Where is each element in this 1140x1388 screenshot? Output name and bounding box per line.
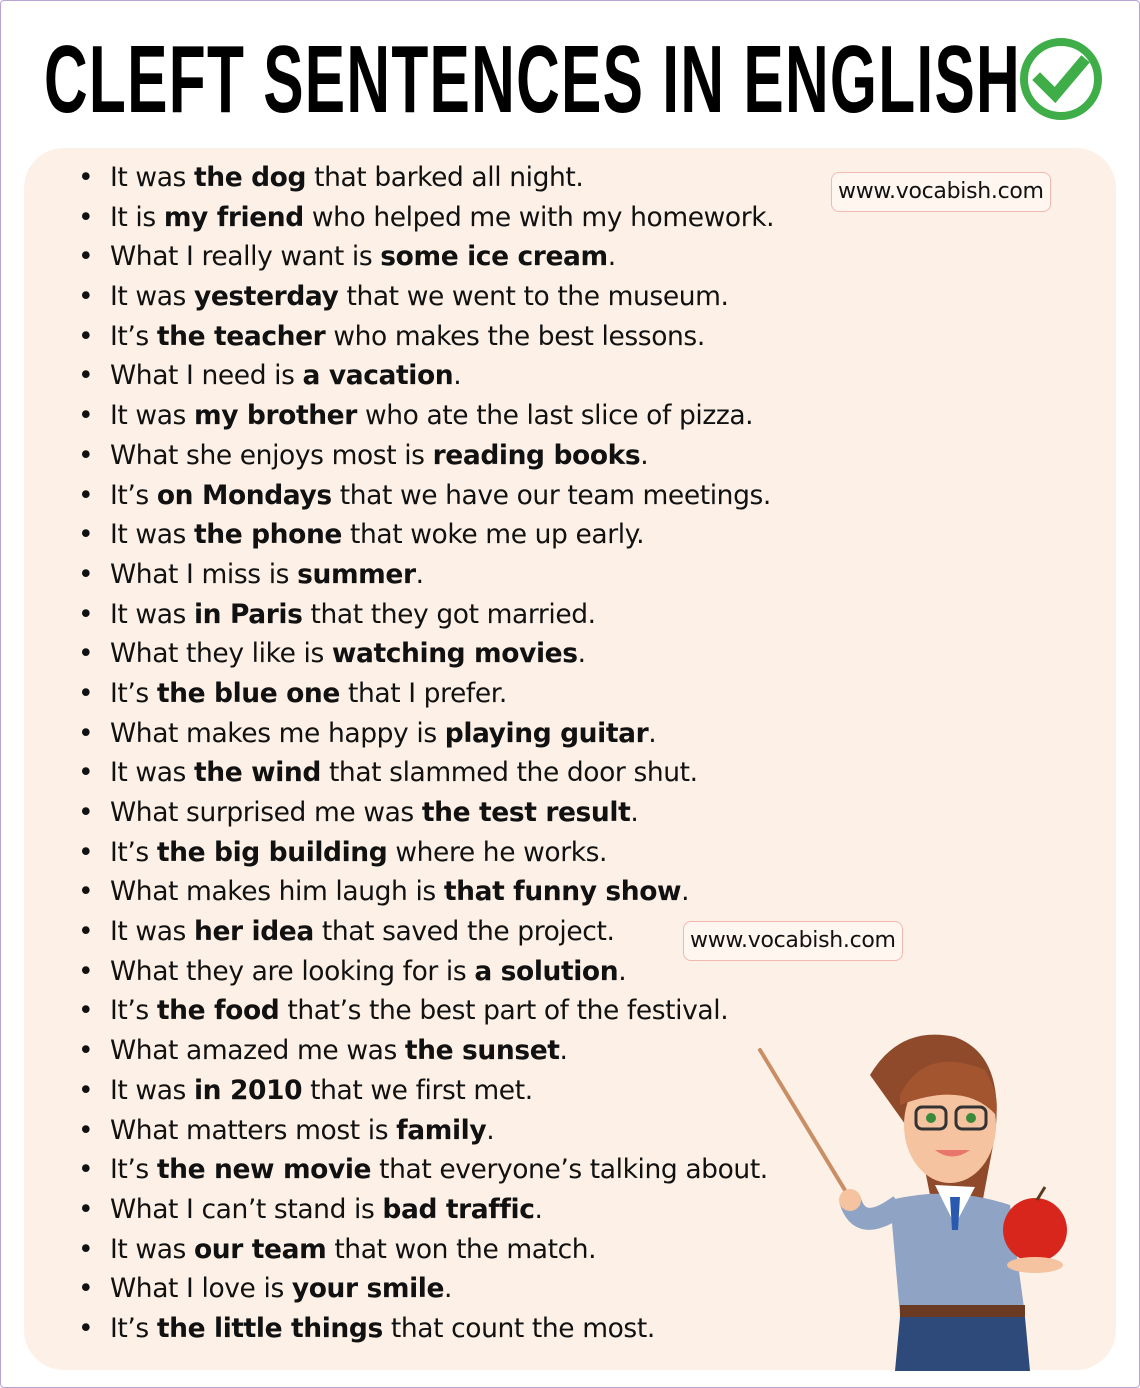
sentence-post: .	[559, 1035, 568, 1067]
sentence-post: who makes the best lessons.	[325, 320, 705, 352]
sentence-post: that we went to the museum.	[338, 281, 729, 313]
bullet-icon: •	[78, 1312, 94, 1344]
sentence-post: that we first met.	[302, 1074, 533, 1106]
bullet-icon: •	[78, 876, 94, 908]
sentence-highlight: the big building	[156, 836, 388, 868]
sentence-pre: It’s	[110, 479, 157, 511]
sentence-highlight: a solution	[474, 955, 619, 987]
sentence-item	[78, 555, 774, 595]
sentence-pre: It is	[110, 201, 164, 233]
bullet-icon: •	[78, 598, 94, 630]
sentence-pre: It was	[110, 281, 194, 313]
sentence-pre: What they are looking for is	[110, 955, 475, 987]
watermark-middle: www.vocabish.com	[683, 921, 903, 961]
sentence-post: that slammed the door shut.	[320, 757, 698, 789]
sentence-pre: It was	[110, 916, 194, 948]
sentence-item	[78, 714, 774, 754]
sentence-highlight: my friend	[163, 201, 304, 233]
sentence-pre: It’s	[110, 677, 157, 709]
sentence-highlight: that funny show	[443, 876, 682, 908]
sentence-highlight: our team	[193, 1233, 327, 1265]
bullet-icon: •	[78, 241, 94, 273]
sentence-pre: What makes him laugh is	[110, 876, 444, 908]
sentence-highlight: on Mondays	[156, 479, 332, 511]
sentence-post: .	[577, 638, 586, 670]
page-title: CLEFT SENTENCES IN ENGLISH	[44, 26, 1021, 133]
sentence-post: .	[648, 717, 657, 749]
sentence-highlight: yesterday	[193, 281, 339, 313]
sentence-highlight: watching movies	[331, 638, 578, 670]
sentence-post: that count the most.	[382, 1312, 655, 1344]
bullet-icon: •	[78, 360, 94, 392]
sentence-item	[78, 476, 774, 516]
sentence-pre: It was	[110, 400, 194, 432]
bullet-icon: •	[78, 638, 94, 670]
sentence-item	[78, 515, 774, 555]
sentence-post: who ate the last slice of pizza.	[356, 400, 754, 432]
sentence-item	[78, 356, 774, 396]
bullet-icon: •	[78, 955, 94, 987]
sentence-pre: It’s	[110, 1154, 157, 1186]
sentence-post: where he works.	[387, 836, 608, 868]
sentence-pre: What I can’t stand is	[110, 1193, 383, 1225]
sentence-post: .	[453, 360, 462, 392]
bullet-icon: •	[78, 162, 94, 193]
sentence-item	[78, 991, 774, 1031]
sentence-post: that won the match.	[326, 1233, 597, 1265]
sentence-post: .	[630, 797, 639, 828]
bullet-icon: •	[78, 558, 94, 590]
sentence-highlight: summer	[297, 558, 416, 590]
sentence-highlight: her idea	[193, 916, 314, 948]
bullet-icon: •	[78, 677, 94, 709]
sentence-pre: It was	[110, 757, 194, 789]
bullet-icon: •	[78, 836, 94, 868]
sentence-item	[78, 1071, 774, 1111]
sentence-pre: What she enjoys most is	[110, 439, 433, 471]
sentence-item	[78, 1111, 774, 1151]
sentence-post: .	[618, 955, 627, 987]
sentence-highlight: reading books	[432, 439, 641, 471]
check-circle-icon	[1018, 36, 1104, 122]
bullet-icon: •	[78, 717, 94, 749]
sentence-post: .	[415, 558, 424, 590]
sentence-highlight: the test result	[421, 797, 631, 828]
bullet-icon: •	[78, 916, 94, 948]
sentence-highlight: your smile	[291, 1273, 445, 1305]
sentence-item	[78, 1309, 774, 1349]
sentence-item	[78, 674, 774, 714]
sentence-highlight: the new movie	[156, 1154, 372, 1186]
sentence-list	[78, 158, 774, 1349]
sentence-highlight: the dog	[193, 162, 307, 193]
sentence-post: that’s the best part of the festival.	[279, 995, 729, 1027]
bullet-icon: •	[78, 1074, 94, 1106]
sentence-item	[78, 634, 774, 674]
bullet-icon: •	[78, 1273, 94, 1305]
sentence-highlight: the sunset	[404, 1035, 560, 1067]
sentence-pre: What makes me happy is	[110, 717, 445, 749]
sentence-highlight: the little things	[156, 1312, 383, 1344]
sentence-highlight: bad traffic	[382, 1193, 535, 1225]
sentence-pre: It was	[110, 598, 194, 630]
sentence-post: .	[486, 1114, 495, 1146]
sentence-item	[78, 237, 774, 277]
sentence-highlight: in Paris	[193, 598, 303, 630]
bullet-icon: •	[78, 519, 94, 551]
sentence-item	[78, 158, 774, 198]
bullet-icon: •	[78, 201, 94, 233]
bullet-icon: •	[78, 797, 94, 828]
bullet-icon: •	[78, 1035, 94, 1067]
sentence-highlight: playing guitar	[444, 717, 649, 749]
bullet-icon: •	[78, 1114, 94, 1146]
sentence-item	[78, 198, 774, 238]
bullet-icon: •	[78, 320, 94, 352]
sentence-post: .	[444, 1273, 453, 1305]
sentence-highlight: the wind	[193, 757, 321, 789]
sentence-item	[78, 753, 774, 793]
sentence-item	[78, 872, 774, 912]
sentence-pre: What surprised me was	[110, 797, 422, 828]
sentence-item	[78, 1269, 774, 1309]
sentence-pre: It’s	[110, 836, 157, 868]
sentence-pre: It’s	[110, 1312, 157, 1344]
sentence-pre: It was	[110, 162, 194, 193]
sentence-pre: What amazed me was	[110, 1035, 405, 1067]
teacher-illustration	[750, 1025, 1090, 1371]
sentence-item	[78, 1190, 774, 1230]
sentence-pre: It’s	[110, 995, 157, 1027]
sentence-post: that woke me up early.	[342, 519, 645, 551]
bullet-icon: •	[78, 1233, 94, 1265]
sentence-post: that everyone’s talking about.	[371, 1154, 768, 1186]
sentence-highlight: the phone	[193, 519, 342, 551]
sentence-pre: It was	[110, 1233, 194, 1265]
sentence-item	[78, 1150, 774, 1190]
sentence-post: that barked all night.	[306, 162, 584, 193]
sentence-pre: What I love is	[110, 1273, 292, 1305]
sentence-post: .	[640, 439, 649, 471]
sentence-item	[78, 1031, 774, 1071]
sentence-post: that they got married.	[302, 598, 596, 630]
sentence-item	[78, 793, 774, 833]
sentence-highlight: the teacher	[156, 320, 326, 352]
sentence-pre: What matters most is	[110, 1114, 397, 1146]
sentence-pre: What I need is	[110, 360, 303, 392]
sentence-post: .	[534, 1193, 543, 1225]
bullet-icon: •	[78, 1154, 94, 1186]
sentence-highlight: my brother	[193, 400, 357, 432]
bullet-icon: •	[78, 1193, 94, 1225]
bullet-icon: •	[78, 479, 94, 511]
bullet-icon: •	[78, 439, 94, 471]
sentence-highlight: family	[396, 1114, 487, 1146]
bullet-icon: •	[78, 281, 94, 313]
sentence-item	[78, 1230, 774, 1270]
sentence-post: that I prefer.	[339, 677, 507, 709]
sentence-highlight: the food	[156, 995, 280, 1027]
sentence-pre: It was	[110, 1074, 194, 1106]
sentence-item	[78, 277, 774, 317]
bullet-icon: •	[78, 757, 94, 789]
bullet-icon: •	[78, 400, 94, 432]
sentence-item	[78, 595, 774, 635]
watermark-top: www.vocabish.com	[831, 172, 1051, 212]
sentence-highlight: in 2010	[193, 1074, 303, 1106]
sentence-pre: It’s	[110, 320, 157, 352]
sentence-item	[78, 396, 774, 436]
sentence-post: .	[681, 876, 690, 908]
sentence-highlight: a vacation	[302, 360, 454, 392]
sentence-highlight: the blue one	[156, 677, 340, 709]
sentence-pre: What they like is	[110, 638, 332, 670]
bullet-icon: •	[78, 995, 94, 1027]
sentence-pre: It was	[110, 519, 194, 551]
sentence-post: who helped me with my homework.	[303, 201, 775, 233]
sentence-item	[78, 317, 774, 357]
sentence-post: that we have our team meetings.	[331, 479, 771, 511]
sentence-post: that saved the project.	[313, 916, 615, 948]
sentence-highlight: some ice cream	[380, 241, 608, 273]
sentence-post: .	[607, 241, 616, 273]
sentence-item	[78, 833, 774, 873]
sentence-item	[78, 952, 774, 992]
sentence-pre: What I really want is	[110, 241, 381, 273]
sentence-item	[78, 912, 774, 952]
sentence-item	[78, 436, 774, 476]
sentence-pre: What I miss is	[110, 558, 298, 590]
